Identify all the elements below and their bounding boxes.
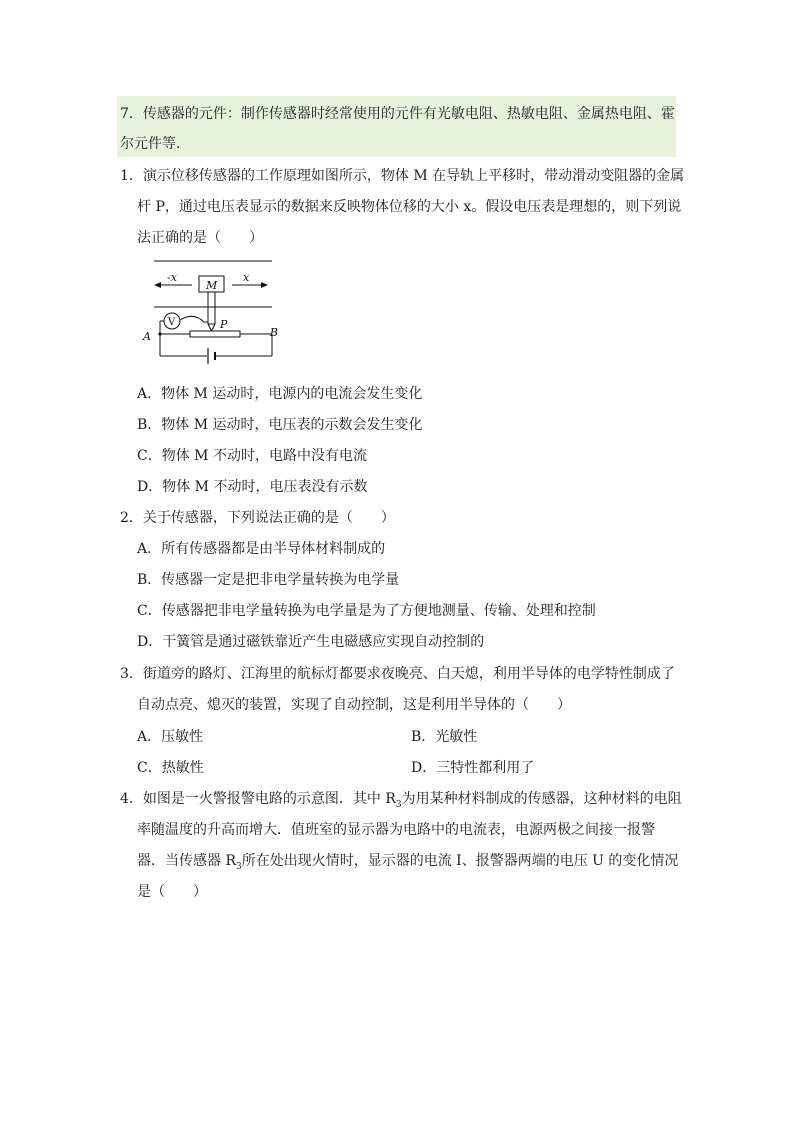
q3-option-c: C．热敏性 [137,760,204,776]
knowledge-point-line-2: 尔元件等． [120,136,190,152]
q1-option-b: B．物体 M 运动时，电压表的示数会发生变化 [137,417,423,433]
q4-stem-line-1: 4．如图是一火警报警电路的示意图．其中 $R_3$为用某种材料制成的传感器，这种材料的电阻 [120,791,682,810]
displacement-sensor-figure [140,258,280,368]
q1-option-c: C．物体 M 不动时，电路中没有电流 [137,448,367,464]
q4-stem-line-3: 器．当传感器 $R_3$所在处出现火情时，显示器的电流 I、报警器两端的电压 U 的变化情况 [137,853,679,872]
a-label: A [143,330,151,343]
p-label: P [220,318,228,331]
x-label: x [243,271,250,284]
q3-option-a: A．压敏性 [137,729,204,745]
b-label: B [269,326,278,339]
q1-stem-line-3: 法正确的是（ ） [137,230,263,246]
q2-stem: 2．关于传感器，下列说法正确的是（ ） [120,510,395,526]
q1-stem-line-2: 杆 P，通过电压表显示的数据来反映物体位移的大小 x。假设电压表是理想的，则下列说 [137,199,682,215]
q2-option-b: B．传感器一定是把非电学量转换为电学量 [137,572,400,588]
q4-stem-line-4: 是（ ） [137,884,207,900]
q4-stem-line-2: 率随温度的升高而增大．值班室的显示器为电路中的电流表，电源两极之间接一报警 [137,822,655,838]
m-label: M [206,279,218,292]
knowledge-point-line-1: 7．传感器的元件：制作传感器时经常使用的元件有光敏电阻、热敏电阻、金属热电阻、霍 [120,106,675,122]
q1-option-d: D．物体 M 不动时，电压表没有示数 [137,479,368,495]
q2-option-a: A．所有传感器都是由半导体材料制成的 [137,541,386,557]
q2-option-c: C．传感器把非电学量转换为电学量是为了方便地测量、传输、处理和控制 [137,603,596,619]
q1-stem-line-1: 1．演示位移传感器的工作原理如图所示，物体 M 在导轨上平移时，带动滑动变阻器的金属 [120,168,685,184]
q1-option-a: A．物体 M 运动时，电源内的电流会发生变化 [137,386,423,402]
q3-option-d: D．三特性都利用了 [411,760,535,776]
minus-x-label: -x [167,271,177,284]
q3-option-b: B．光敏性 [411,729,478,745]
q2-option-d: D．干簧管是通过磁铁靠近产生电磁感应实现自动控制的 [137,634,485,650]
voltmeter-label: V [168,317,176,328]
q3-stem-line-2: 自动点亮、熄灭的装置，实现了自动控制，这是利用半导体的（ ） [137,697,571,713]
q3-stem-line-1: 3．街道旁的路灯、江海里的航标灯都要求夜晚亮、白天熄，利用半导体的电学特性制成了 [120,666,675,682]
